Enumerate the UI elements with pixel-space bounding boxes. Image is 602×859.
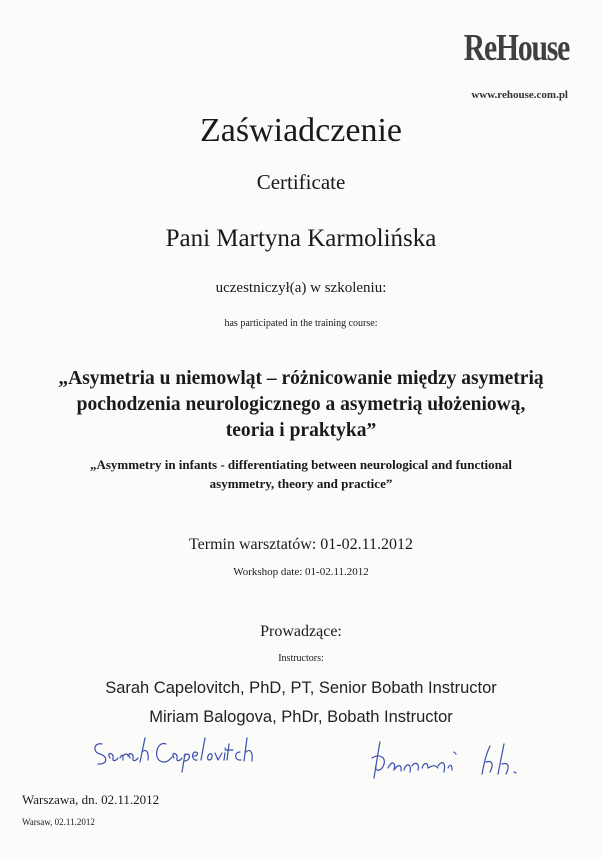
website-url: www.rehouse.com.pl xyxy=(471,89,568,101)
rehouse-logo: ReHouse xyxy=(463,27,569,69)
signature-scribble xyxy=(368,738,538,788)
place-date-english: Warsaw, 02.11.2012 xyxy=(22,817,95,827)
instructors-label-polish: Prowadzące: xyxy=(260,623,342,640)
course-title-polish-line: teoria i praktyka” xyxy=(225,420,377,441)
course-title-english xyxy=(0,455,602,493)
signature-sarah-capelovitch xyxy=(88,732,258,782)
title-english: Certificate xyxy=(256,170,346,194)
participated-english: has participated in the training course: xyxy=(224,318,378,329)
course-title-polish-line: „Asymetria u niemowląt – różnicowanie między asymetrią xyxy=(58,368,544,389)
recipient-name: Pani Martyna Karmolińska xyxy=(165,225,437,252)
instructor-name: Sarah Capelovitch, PhD, PT, Senior Bobath Instructor xyxy=(105,679,497,697)
course-title-english-line: asymmetry, theory and practice” xyxy=(209,476,393,491)
course-title-english-line: „Asymmetry in infants - differentiating between neurological and functional xyxy=(89,457,512,472)
workshop-date-english: Workshop date: 01-02.11.2012 xyxy=(233,566,369,578)
title-polish: Zaświadczenie xyxy=(200,112,402,149)
course-title-polish-line: pochodzenia neurologicznego a asymetrią ułożeniową, xyxy=(76,394,526,415)
instructors-label-english: Instructors: xyxy=(278,653,324,664)
instructor-name: Miriam Balogova, PhDr, Bobath Instructor xyxy=(149,708,453,726)
course-title-polish xyxy=(0,366,602,444)
signature-scribble xyxy=(88,732,258,777)
signature-miriam-balogova xyxy=(368,738,538,793)
participated-polish: uczestniczył(a) w szkoleniu: xyxy=(215,280,387,296)
workshop-date-polish: Termin warsztatów: 01-02.11.2012 xyxy=(188,536,413,553)
place-date-polish: Warszawa, dn. 02.11.2012 xyxy=(22,792,160,807)
